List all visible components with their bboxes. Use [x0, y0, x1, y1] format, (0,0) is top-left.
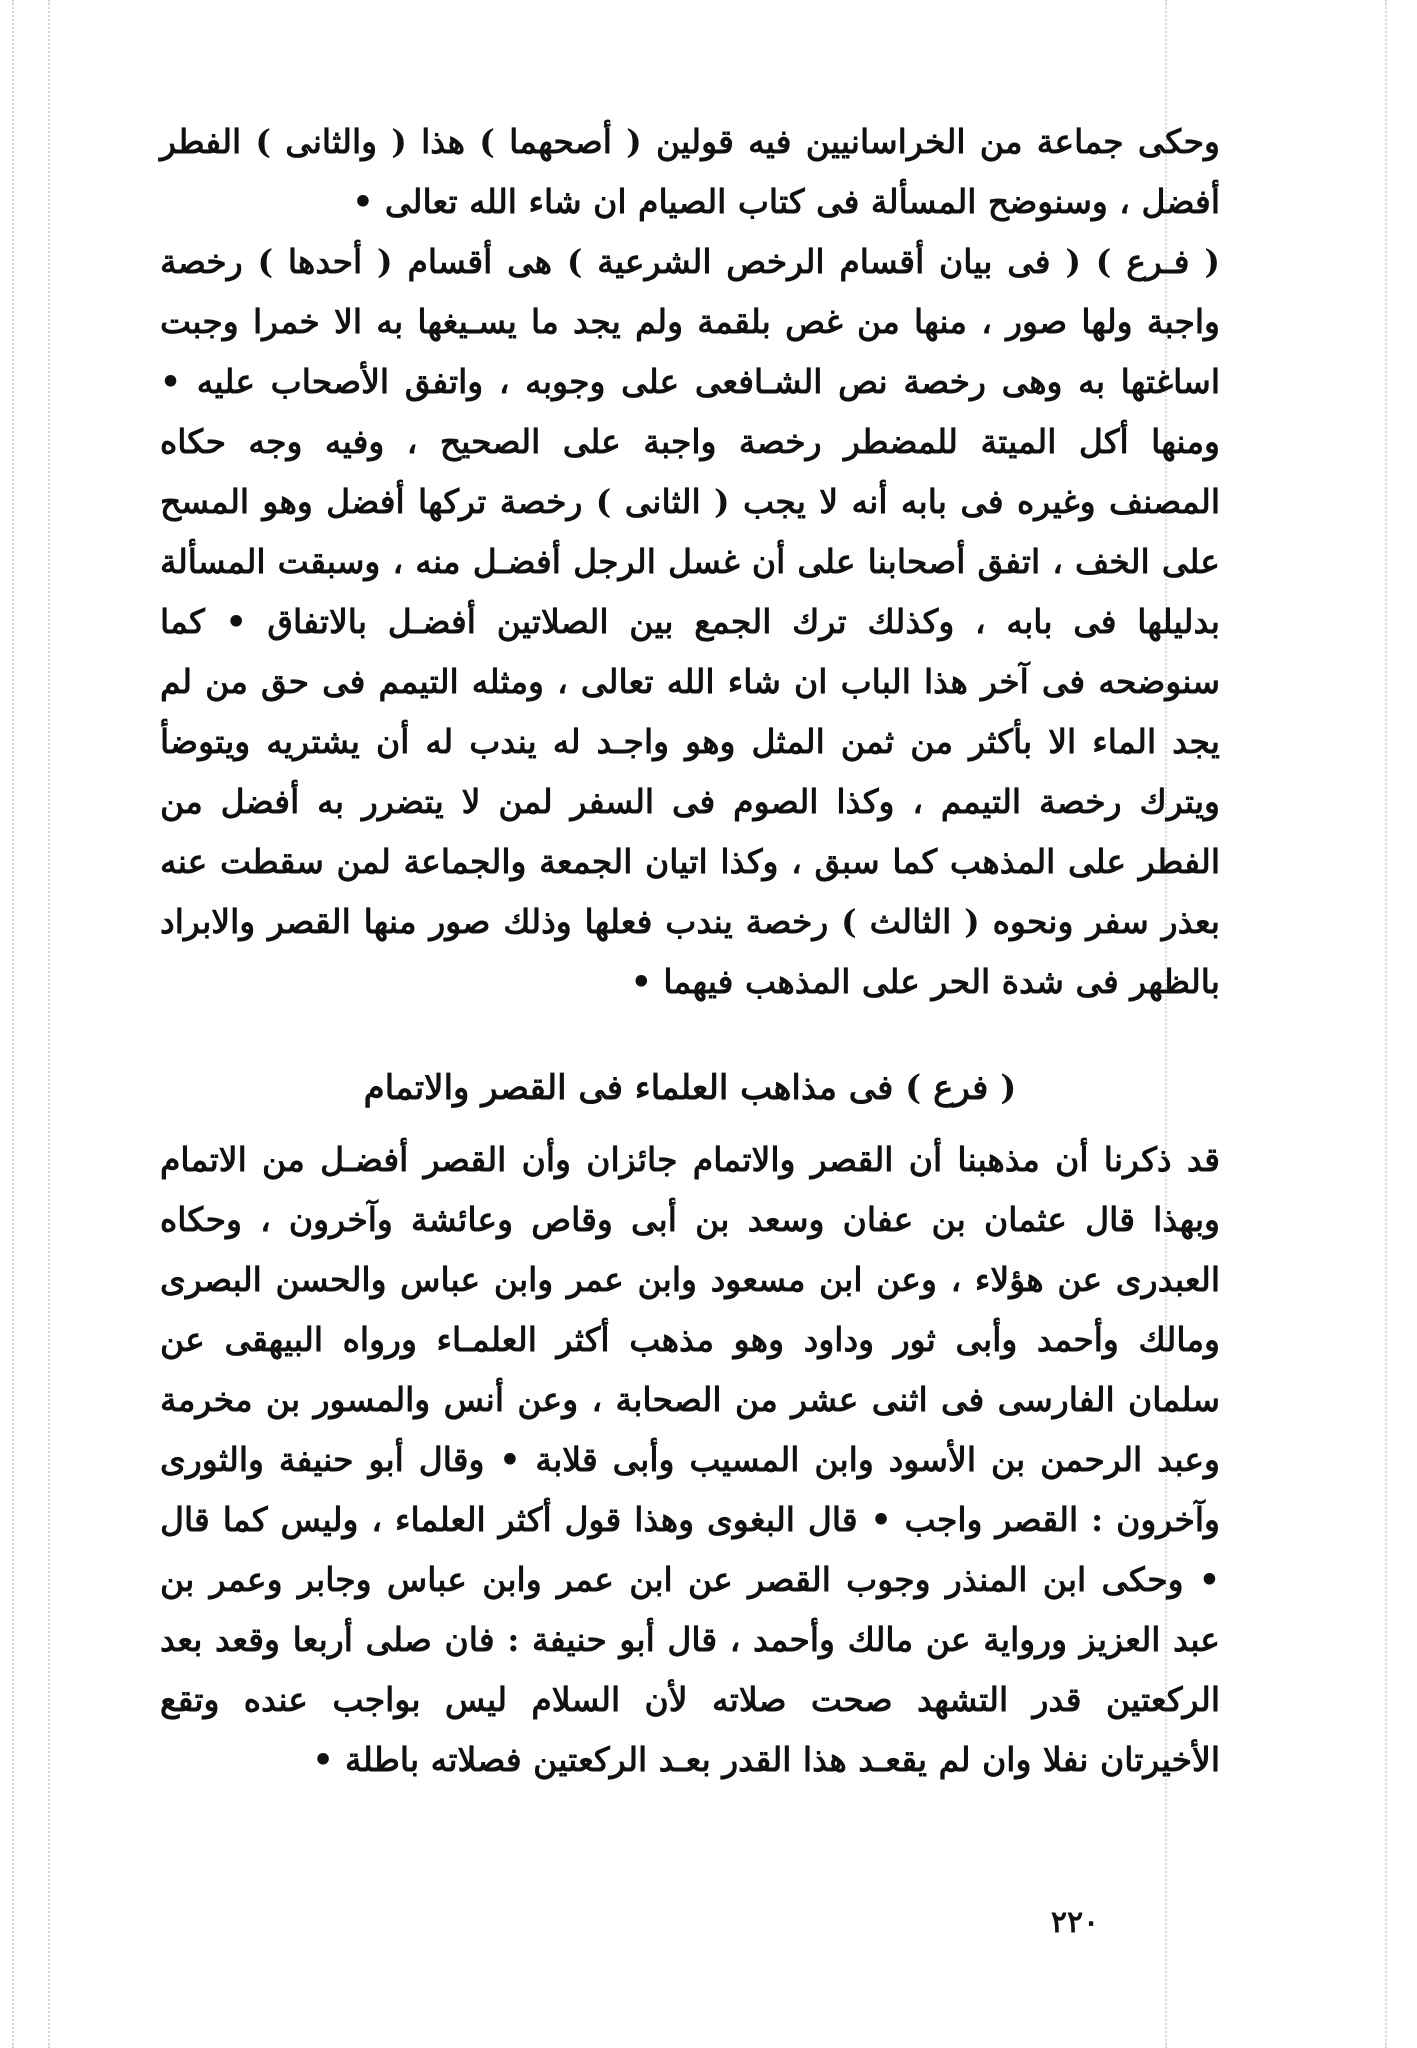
scan-artifact-line [48, 0, 50, 2048]
section-heading: ( فرع ) فى مذاهب العلماء فى القصر والاتمام [363, 1068, 1017, 1108]
scan-artifact-line [12, 0, 14, 2048]
scan-artifact-line [1385, 0, 1387, 2048]
paragraph-fasting-note: وحكى جماعة من الخراسانيين فيه قولين ( أصحهما ) هذا ( والثانى ) الفطر أفضل ، وسنوضح المسألة فى كتاب الصيام ان شاء الله تعالى • [160, 122, 1220, 221]
paragraph-rukhsa-types: ( فـرع ) ( فى بيان أقسام الرخص الشرعية ) هى أقسام ( أحدها ) رخصة واجبة ولها صور ، منها من غص بلقمة ولم يجد ما يسـيغها به الا خمرا وجبت اساغتها به وهى رخصة نص الشـافعى على وجوبه ، واتفق الأصحاب عليه • ومنها أكل الميتة للمضطر رخصة واجبة على الصحيح ، وفيه وجه حكاه المصنف وغيره فى بابه أنه لا يجب ( الثانى ) رخصة تركها أفضل وهو المسح على الخف ، اتفق أصحابنا على أن غسل الرجل أفضـل منه ، وسبقت المسألة بدليلها فى بابه ، وكذلك ترك الجمع بين الصلاتين أفضـل بالاتفاق • كما سنوضحه فى آخر هذا الباب ان شاء الله تعالى ، ومثله التيمم فى حق من لم يجد الماء الا بأكثر من ثمن المثل وهو واجـد له يندب له أن يشتريه ويتوضأ ويترك رخصة التيمم ، وكذا الصوم فى السفر لمن لا يتضرر به أفضل من الفطر على المذهب كما سبق ، وكذا اتيان الجمعة والجماعة لمن سقطت عنه بعذر سفر ونحوه ( الثالث ) رخصة يندب فعلها وذلك صور منها القصر والابراد بالظهر فى شدة الحر على المذهب فيهما • [160, 242, 1220, 1001]
first-text-block [160, 112, 1220, 1012]
page-number: ٢٢٠ [1050, 1905, 1100, 1940]
paragraph-scholars-views: قد ذكرنا أن مذهبنا أن القصر والاتمام جائزان وأن القصر أفضـل من الاتمام وبهذا قال عثمان بن عفان وسعد بن أبى وقاص وعائشة وآخرون ، وحكاه العبدرى عن هؤلاء ، وعن ابن مسعود وابن عمر وابن عباس والحسن البصرى ومالك وأحمد وأبى ثور وداود وهو مذهب أكثر العلمـاء ورواه البيهقى عن سلمان الفارسى فى اثنى عشر من الصحابة ، وعن أنس والمسور بن مخرمة وعبد الرحمن بن الأسود وابن المسيب وأبى قلابة • وقال أبو حنيفة والثورى وآخرون : القصر واجب • قال البغوى وهذا قول أكثر العلماء ، وليس كما قال • وحكى ابن المنذر وجوب القصر عن ابن عمر وابن عباس وجابر وعمر بن عبد العزيز ورواية عن مالك وأحمد ، قال أبو حنيفة : فان صلى أربعا وقعد بعد الركعتين قدر التشهد صحت صلاته لأن السلام ليس بواجب عنده وتقع الأخيرتان نفلا وان لم يقعـد هذا القدر بعـد الركعتين فصلاته باطلة • [160, 1140, 1220, 1779]
